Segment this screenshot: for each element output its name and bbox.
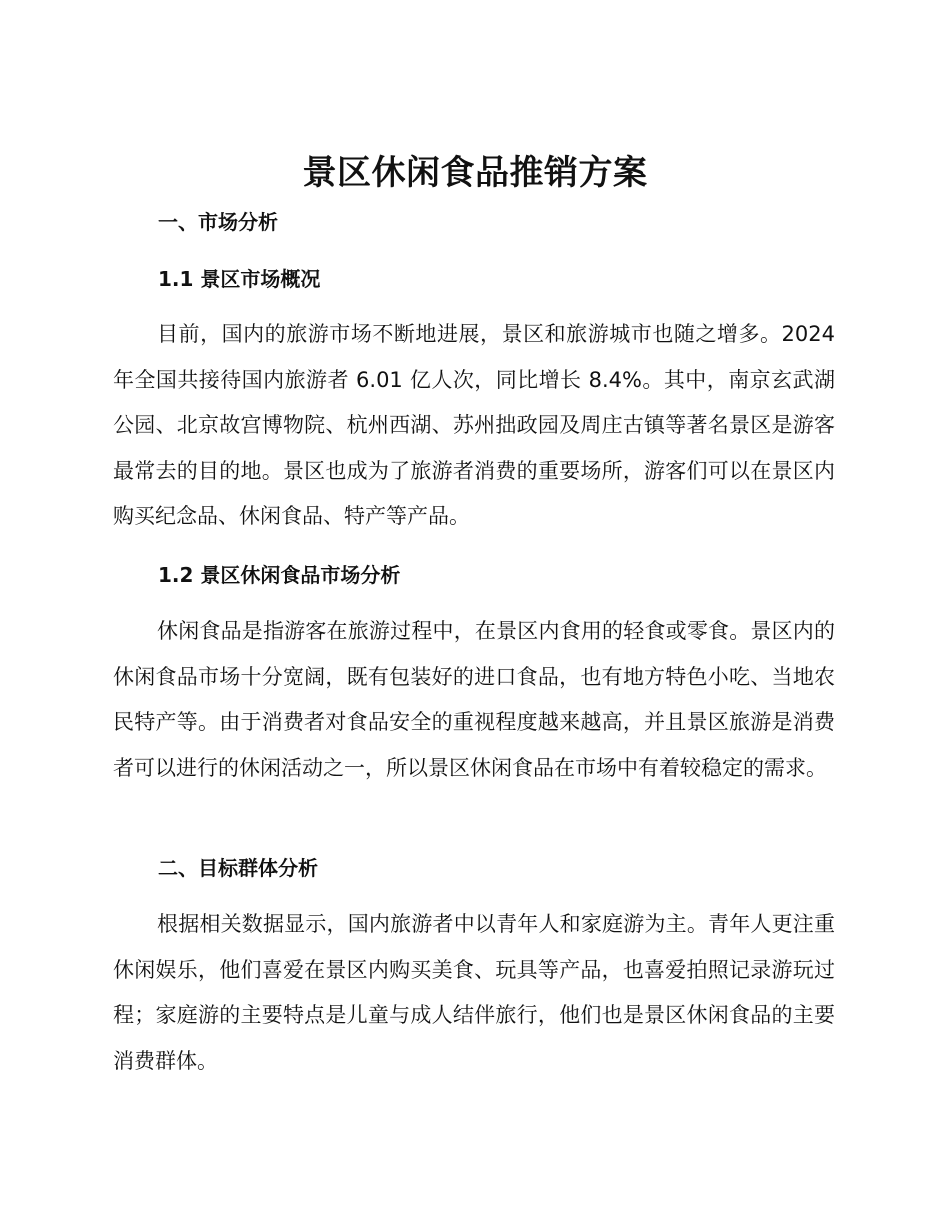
paragraph-scenic-market-overview: 目前，国内的旅游市场不断地进展，景区和旅游城市也随之增多。2024年全国共接待国内旅游者 6.01 亿人次，同比增长 8.4%。其中，南京玄武湖公园、北京故宫博物院、杭州西湖、苏州拙政园及周庄古镇等著名景区是游客最常去的目的地。景区也成为了旅游者消费的重要场所，游客们可以在景区内购买纪念品、休闲食品、特产等产品。 (113, 322, 835, 528)
paragraph-snack-market-analysis: 休闲食品是指游客在旅游过程中，在景区内食用的轻食或零食。景区内的休闲食品市场十分宽阔，既有包装好的进口食品，也有地方特色小吃、当地农民特产等。由于消费者对食品安全的重视程度越来越高，并且景区旅游是消费者可以进行的休闲活动之一，所以景区休闲食品在市场中有着较稳定的需求。 (113, 619, 835, 780)
section-heading-target-group-analysis: 二、目标群体分析 (158, 856, 318, 880)
paragraph-target-group-analysis: 根据相关数据显示，国内旅游者中以青年人和家庭游为主。青年人更注重休闲娱乐，他们喜爱在景区内购买美食、玩具等产品，也喜爱拍照记录游玩过程；家庭游的主要特点是儿童与成人结伴旅行，他们也是景区休闲食品的主要消费群体。 (113, 912, 835, 1073)
subsection-heading-scenic-market-overview: 1.1 景区市场概况 (158, 267, 321, 291)
subsection-heading-snack-market-analysis: 1.2 景区休闲食品市场分析 (158, 563, 401, 587)
section-heading-market-analysis: 一、市场分析 (158, 210, 278, 234)
document-title: 景区休闲食品推销方案 (302, 153, 648, 193)
